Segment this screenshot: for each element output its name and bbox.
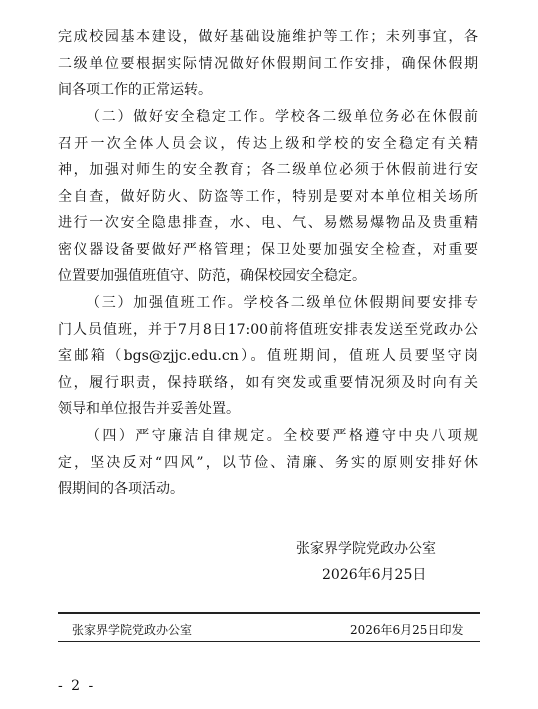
- paragraph-line: 完成校园基本建设，做好基础设施维护等工作；未列事宜，各: [58, 29, 478, 45]
- paragraph-line: 二级单位要根据实际情况做好休假期间工作安排，确保休假期: [58, 55, 478, 72]
- paragraph-line: 进行一次安全隐患排查，水、电、气、易燃易爆物品及贵重精: [58, 215, 478, 231]
- paragraph-safety: [58, 104, 478, 290]
- paragraph-line: （四）严守廉洁自律规定。全校要严格遵守中央八项规: [86, 428, 478, 444]
- paragraph-line: 位，履行职责，保持联络，如有突发或重要情况须及时向有关: [58, 374, 478, 391]
- footer-bottom-rule: [58, 641, 480, 642]
- paragraph-facilities: [58, 24, 478, 104]
- paragraph-line: （二）做好安全稳定工作。学校各二级单位务必在休假前: [86, 109, 478, 125]
- paragraph-line: 间各项工作的正常运转。: [58, 82, 212, 98]
- paragraph-line: 领导和单位报告并妥善处置。: [58, 401, 240, 417]
- footer-issuer: 张家界学院党政办公室: [72, 623, 193, 637]
- paragraph-line: 门人员值班，并于7月8日17:00前将值班安排表发送至党政办公: [58, 321, 478, 338]
- signature-organization: 张家界学院党政办公室: [296, 541, 436, 557]
- footer-top-rule: [58, 612, 480, 614]
- paragraph-line: （三）加强值班工作。学校各二级单位休假期间要安排专: [86, 295, 478, 311]
- paragraph-line: 召开一次全体人员会议，传达上级和学校的安全稳定有关精: [58, 135, 478, 152]
- paragraph-line: 位置要加强值班值守、防范，确保校园安全稳定。: [58, 268, 366, 284]
- signature-date: 2026年6月25日: [322, 567, 427, 583]
- footer-print-date: 2026年6月25日印发: [350, 623, 464, 637]
- paragraph-line: 室邮箱（bgs@zjjc.edu.cn）。值班期间，值班人员要坚守岗: [58, 348, 478, 364]
- paragraph-integrity: [58, 423, 478, 503]
- paragraph-line: 神，加强对师生的安全教育；各二级单位必须于休假前进行安: [58, 162, 478, 178]
- paragraph-line: 假期间的各项活动。: [58, 481, 184, 497]
- paragraph-duty: [58, 290, 478, 423]
- paragraph-line: 全自查，做好防火、防盗等工作，特别是要对本单位相关场所: [58, 188, 478, 205]
- paragraph-line: 密仪器设备要做好严格管理；保卫处要加强安全检查，对重要: [58, 241, 478, 258]
- paragraph-line: 定，坚决反对“四风”，以节俭、清廉、务实的原则安排好休: [58, 454, 478, 471]
- page-number: - 2 -: [58, 678, 96, 694]
